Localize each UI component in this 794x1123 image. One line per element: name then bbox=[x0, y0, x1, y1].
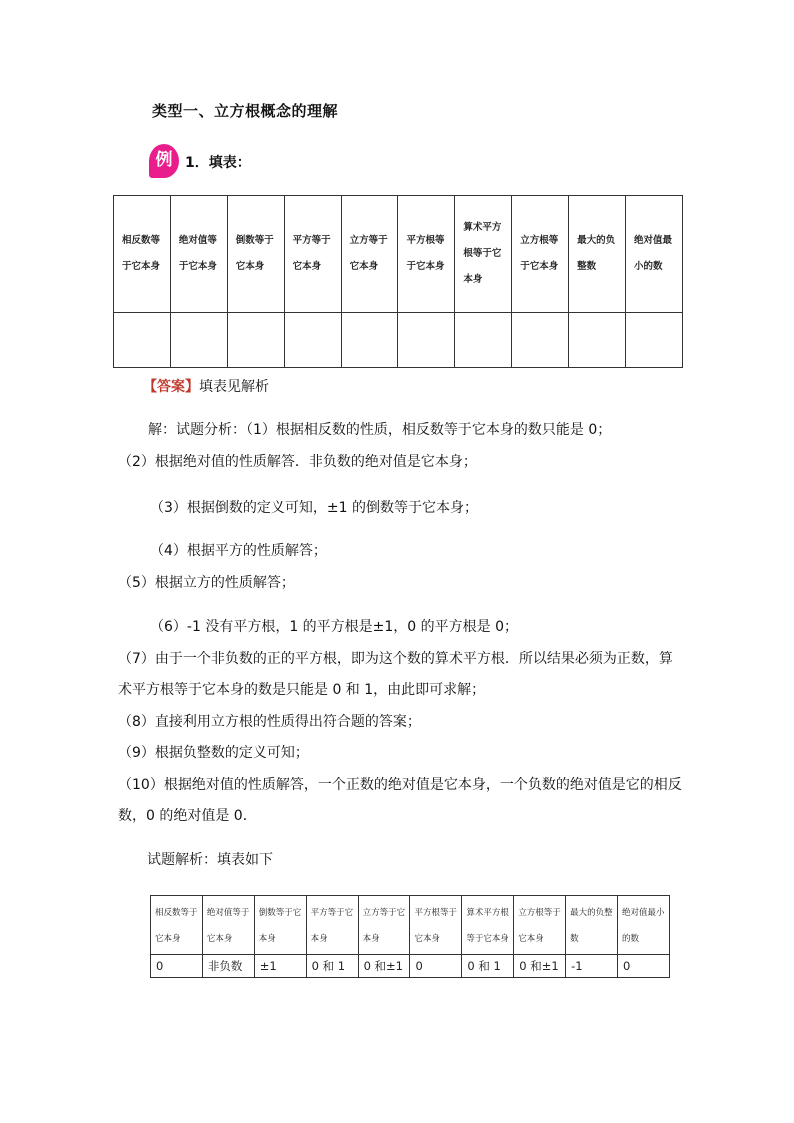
solution-line: （2）根据绝对值的性质解答．非负数的绝对值是它本身； bbox=[118, 454, 477, 470]
answer-text: 填表见解析 bbox=[199, 379, 269, 395]
solution-line: 数，0 的绝对值是 0． bbox=[118, 808, 257, 824]
table2-value-cell: 非负数 bbox=[202, 955, 254, 978]
table2-header-cell: 最大的负整数 bbox=[566, 896, 618, 955]
solution-line: （5）根据立方的性质解答； bbox=[118, 575, 295, 591]
answer-line bbox=[143, 376, 269, 396]
table2-value-cell: ±1 bbox=[254, 955, 306, 978]
table2-value-cell: 0 和 1 bbox=[462, 955, 514, 978]
table1-blank-cell bbox=[455, 313, 512, 368]
table2-value-cell: 0 和 1 bbox=[306, 955, 358, 978]
example-badge-icon: 例 bbox=[149, 144, 179, 178]
table2-header-cell: 倒数等于它本身 bbox=[254, 896, 306, 955]
example-header bbox=[149, 144, 449, 180]
table1-header-cell: 绝对值等于它本身 bbox=[170, 196, 227, 313]
table2-header-cell: 算术平方根等于它本身 bbox=[462, 896, 514, 955]
table2-header-cell: 立方根等于它本身 bbox=[514, 896, 566, 955]
solution-line: （6）-1 没有平方根，1 的平方根是±1，0 的平方根是 0； bbox=[150, 619, 519, 635]
table1-header-cell: 相反数等于它本身 bbox=[114, 196, 171, 313]
table1-header-cell: 立方根等于它本身 bbox=[512, 196, 569, 313]
table1-blank-cell bbox=[114, 313, 171, 368]
table1-header-cell: 绝对值最小的数 bbox=[626, 196, 683, 313]
table1-header-cell: 算术平方根等于它本身 bbox=[455, 196, 512, 313]
solution-line: （9）根据负整数的定义可知； bbox=[118, 745, 309, 761]
table2-header-cell: 相反数等于它本身 bbox=[151, 896, 203, 955]
table1-header-cell: 最大的负整数 bbox=[569, 196, 626, 313]
section-heading: 类型一、立方根概念的理解 bbox=[152, 102, 339, 120]
solution-line: （7）由于一个非负数的正的平方根，即为这个数的算术平方根．所以结果必须为正数，算 bbox=[118, 651, 673, 667]
table1-blank-cell bbox=[227, 313, 284, 368]
table1-header-cell: 平方根等于它本身 bbox=[398, 196, 455, 313]
solution-line: （8）直接利用立方根的性质得出符合题的答案； bbox=[118, 714, 421, 730]
table1-blank-cell bbox=[398, 313, 455, 368]
table2-value-cell: 0 bbox=[151, 955, 203, 978]
answer-table bbox=[150, 895, 670, 978]
table1-blank-cell bbox=[284, 313, 341, 368]
solution-line: 解：试题分析：（1）根据相反数的性质，相反数等于它本身的数只能是 0； bbox=[148, 422, 612, 438]
table2-header-cell: 平方根等于它本身 bbox=[410, 896, 462, 955]
table2-value-cell: 0 和±1 bbox=[358, 955, 410, 978]
table1-blank-cell bbox=[341, 313, 398, 368]
fill-in-table bbox=[113, 195, 683, 368]
answer-tag: 【答案】 bbox=[143, 379, 199, 395]
table1-blank-cell bbox=[170, 313, 227, 368]
solution-line: （3）根据倒数的定义可知，±1 的倒数等于它本身； bbox=[150, 500, 478, 516]
solution-line: （4）根据平方的性质解答； bbox=[150, 543, 327, 559]
solution-line: （10）根据绝对值的性质解答，一个正数的绝对值是它本身，一个负数的绝对值是它的相反 bbox=[118, 777, 682, 793]
table1-blank-cell bbox=[626, 313, 683, 368]
solution-line: 试题解析：填表如下 bbox=[147, 852, 273, 868]
table2-value-cell: 0 bbox=[410, 955, 462, 978]
table2-header-cell: 立方等于它本身 bbox=[358, 896, 410, 955]
example-title: 1．填表： bbox=[185, 155, 251, 171]
table2-header-cell: 绝对值最小的数 bbox=[618, 896, 670, 955]
table1-header-cell: 立方等于它本身 bbox=[341, 196, 398, 313]
table2-value-cell: -1 bbox=[566, 955, 618, 978]
table1-header-cell: 平方等于它本身 bbox=[284, 196, 341, 313]
table1-blank-cell bbox=[512, 313, 569, 368]
table2-header-cell: 绝对值等于它本身 bbox=[202, 896, 254, 955]
table1-blank-cell bbox=[569, 313, 626, 368]
table2-value-cell: 0 bbox=[618, 955, 670, 978]
solution-line: 术平方根等于它本身的数是只能是 0 和 1，由此即可求解； bbox=[118, 682, 486, 698]
table2-value-cell: 0 和±1 bbox=[514, 955, 566, 978]
table1-header-cell: 倒数等于它本身 bbox=[227, 196, 284, 313]
table2-header-cell: 平方等于它本身 bbox=[306, 896, 358, 955]
